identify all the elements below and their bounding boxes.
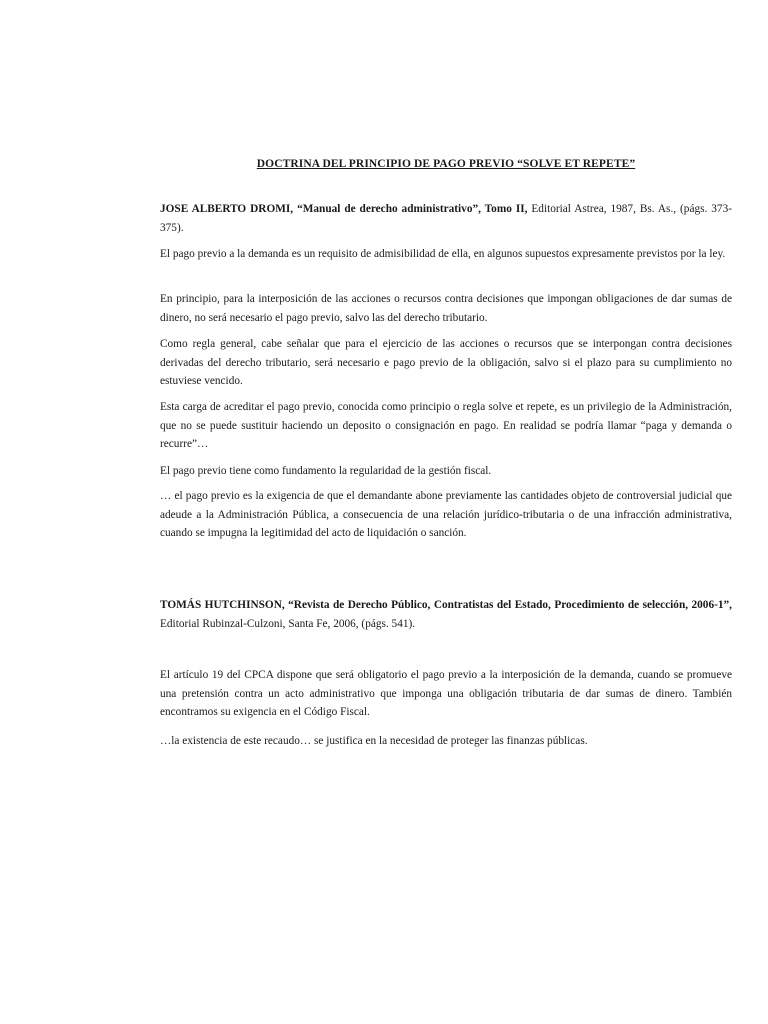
paragraph-1: El pago previo a la demanda es un requisito de admisibilidad de ella, en algunos supuestos expresamente previstos por la ley.: [160, 248, 726, 260]
paragraph-6: … el pago previo es la exigencia de que el demandante abone previamente las cantidades objeto de controversial judicial que adeude a la Administración Pública, a consecuencia de una relación jurídico-tributaria o de una infracción administrativa, cuando se impugna la legitimidad del acto de liquidación o sanción.: [160, 490, 732, 539]
paragraph-5: El pago previo tiene como fundamento la regularidad de la gestión fiscal.: [160, 465, 492, 477]
paragraph-7: El artículo 19 del CPCA dispone que será obligatorio el pago previo a la interposición de la demanda, cuando se promueve una pretensión contra un acto administrativo que imponga una obligación tributaria de dar sumas de dinero. También encontramos su exigencia en el Código Fiscal.: [160, 669, 732, 718]
citation-hutchinson-bold: TOMÁS HUTCHINSON, “Revista de Derecho Público, Contratistas del Estado, Procedimiento de selección, 2006-1”,: [160, 599, 732, 611]
citation-dromi-bold: JOSE ALBERTO DROMI, “Manual de derecho administrativo”, Tomo II,: [160, 203, 528, 215]
citation-hutchinson: [160, 596, 732, 633]
paragraph-8: …la existencia de este recaudo… se justifica en la necesidad de proteger las finanzas públicas.: [160, 735, 588, 747]
paragraph-3: Como regla general, cabe señalar que para el ejercicio de las acciones o recursos que se interpongan contra decisiones derivadas del derecho tributario, será necesario e pago previo de la obligación, salvo si el plazo para su cumplimiento no estuviese vencido.: [160, 338, 732, 387]
document-title: DOCTRINA DEL PRINCIPIO DE PAGO PREVIO “SOLVE ET REPETE”: [256, 158, 636, 170]
paragraph-4: Esta carga de acreditar el pago previo, conocida como principio o regla solve et repete, es un privilegio de la Administración, que no se puede sustituir haciendo un deposito o consignación en pago. En realidad se podría llamar “paga y demanda o recurre”…: [160, 401, 732, 450]
paragraph-2: En principio, para la interposición de las acciones o recursos contra decisiones que impongan obligaciones de dar sumas de dinero, no será necesario el pago previo, salvo las del derecho tributario.: [160, 293, 732, 324]
citation-hutchinson-rest: Editorial Rubinzal-Culzoni, Santa Fe, 2006, (págs. 541).: [160, 617, 416, 630]
citation-dromi: [160, 200, 732, 237]
citation-dromi-rest: Editorial Astrea, 1987, Bs. As., (págs. 373-375).: [160, 203, 732, 234]
